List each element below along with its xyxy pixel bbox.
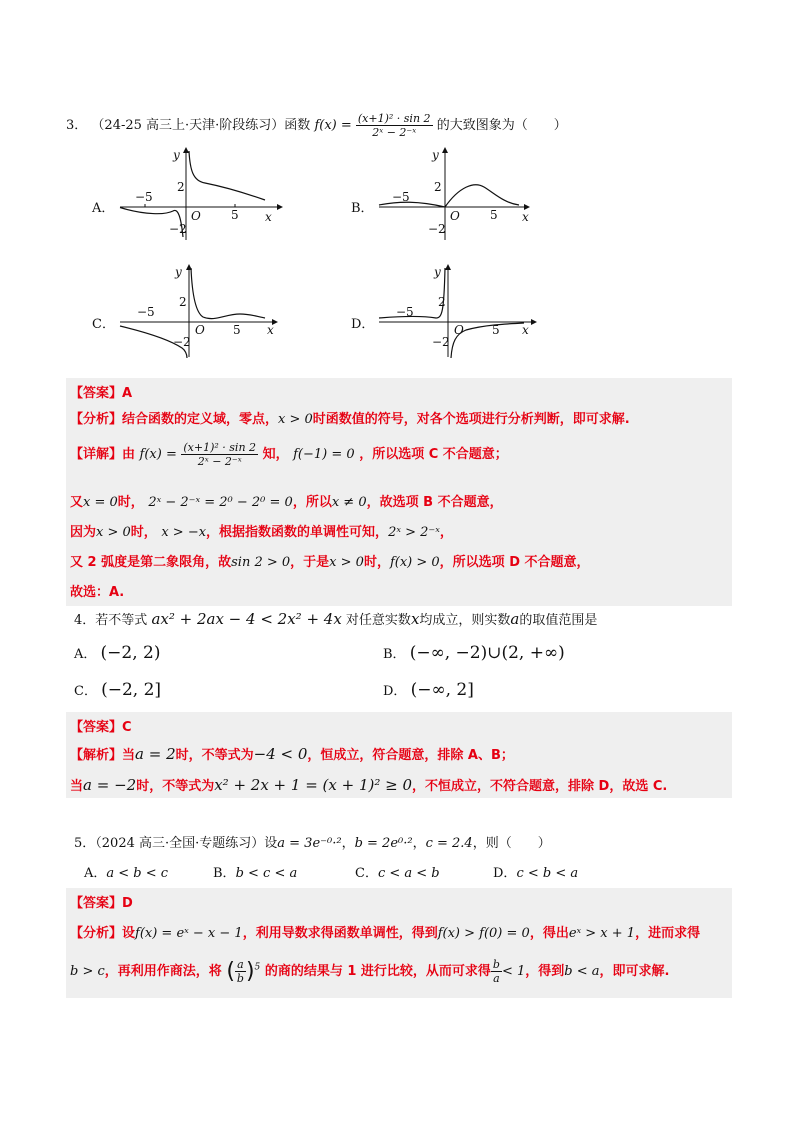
x-neg-tick-label: −5	[135, 190, 153, 204]
x-tick-label: 5	[231, 208, 239, 222]
origin-label: O	[454, 323, 464, 337]
q3-graph-c	[115, 262, 285, 362]
q5-answer: 【答案】D	[70, 896, 133, 911]
q5-analysis-line1: 【分析】设f(x) = eˣ − x − 1，利用导数求得函数单调性，得到f(x) > f(0) = 0，得出eˣ > x + 1，进而求得	[70, 926, 701, 941]
q4-option-b: B． (−∞, −2)∪(2, +∞)	[383, 643, 565, 663]
q3-tail: 的大致图象为（ ）	[436, 118, 567, 133]
q4-stem: 4．若不等式 ax² + 2ax − 4 < 2x² + 4x 对任意实数x均成立，则实数a的取值范围是	[74, 610, 598, 628]
x-neg-tick-label: −5	[137, 305, 155, 319]
y-tick-label: 2	[434, 180, 442, 194]
q3-number: 3．	[66, 118, 88, 133]
origin-label: O	[195, 323, 205, 337]
q4-answer: 【答案】C	[70, 720, 132, 735]
origin-label: O	[191, 209, 201, 223]
curve-right	[191, 268, 265, 319]
curve-right	[189, 151, 265, 200]
y-neg-tick-label: −2	[432, 335, 450, 349]
y-neg-tick-label: −2	[169, 222, 187, 236]
q3-func-frac: $\frac{\text{(x+1)² · sin 2}}{\text{2ˣ − 2⁻ˣ}}$	[357, 112, 431, 139]
y-axis-label: y	[175, 265, 182, 279]
q3-analysis: 【分析】结合函数的定义域，零点，x > 0时函数值的符号，对各个选项进行分析判断，即可求解.	[70, 412, 630, 427]
q5-analysis-line2: b > c，再利用作商法，将 ( $\frac{a}{b}$ )$^5$ 的商的结果与 1 进行比较，从而可求得 $\frac{b}{a}$ < 1，得到b < a，即可求解.	[70, 958, 670, 985]
q4-option-c: C． (−2, 2]	[74, 680, 162, 700]
curve-left	[379, 202, 445, 207]
q5-option-d: D．c < b < a	[493, 866, 579, 881]
y-axis-label: y	[173, 148, 180, 162]
x-tick-label: 5	[492, 323, 500, 337]
x-neg-tick-label: −5	[396, 305, 414, 319]
q3-option-b-label: B．	[351, 201, 374, 216]
q4-option-d: D． (−∞, 2]	[383, 680, 474, 700]
q3-option-d-label: D．	[351, 317, 375, 332]
x-axis-label: x	[267, 323, 274, 337]
x-axis-label: x	[265, 210, 272, 224]
x-tick-label: 5	[490, 208, 498, 222]
y-axis-label: y	[432, 148, 439, 162]
q5-option-a: A．a < b < c	[84, 866, 169, 881]
y-tick-label: 2	[179, 295, 187, 309]
q4-solution-line2: 当a = −2时，不等式为x² + 2x + 1 = (x + 1)² ≥ 0，不恒成立，不符合题意，排除 D，故选 C.	[70, 776, 668, 794]
y-neg-tick-label: −2	[428, 222, 446, 236]
x-axis-label: x	[522, 323, 529, 337]
q3-graph-a	[115, 145, 285, 245]
q3-option-c-label: C．	[92, 317, 115, 332]
q3-stem	[66, 112, 567, 139]
q3-graph-b	[374, 145, 544, 245]
q3-detail-line2: 又x = 0时， 2ˣ − 2⁻ˣ = 2⁰ − 2⁰ = 0，所以x ≠ 0，故选项 B 不合题意，	[70, 495, 503, 510]
q3-answer: 【答案】A	[70, 386, 133, 401]
x-axis-label: x	[522, 210, 529, 224]
y-axis-arrow	[183, 147, 189, 153]
q3-detail-line3: 因为x > 0时， x > −x，根据指数函数的单调性可知，2ˣ > 2⁻ˣ，	[70, 525, 453, 540]
q3-graph-d	[374, 262, 544, 362]
x-axis-arrow	[277, 204, 283, 210]
y-tick-label: 2	[177, 180, 185, 194]
y-axis-label: y	[434, 265, 441, 279]
origin-label: O	[450, 209, 460, 223]
y-neg-tick-label: −2	[173, 335, 191, 349]
q3-choose: 故选：A.	[70, 585, 125, 600]
y-tick-label: 2	[438, 295, 446, 309]
q4-option-a: A． (−2, 2)	[74, 643, 161, 663]
q3-func-lhs: f(x) =	[314, 118, 352, 133]
q4-solution-line1: 【解析】当a = 2时，不等式为−4 < 0，恒成立，符合题意，排除 A、B；	[70, 745, 514, 763]
x-tick-label: 5	[233, 323, 241, 337]
q5-option-c: C．c < a < b	[355, 866, 440, 881]
x-neg-tick-label: −5	[392, 190, 410, 204]
q3-detail-line4: 又 2 弧度是第二象限角，故sin 2 > 0，于是x > 0时，f(x) > 0，所以选项 D 不合题意，	[70, 555, 590, 570]
q3-source: （24-25 高三上·天津·阶段练习）函数	[91, 118, 311, 133]
q3-detail: 【详解】由 f(x) = $\frac{\text{(x+1)² · sin 2}}{\text{2ˣ − 2⁻ˣ}}$ 知， f(−1) = 0 ，所以选项 C 不合题意；	[70, 441, 508, 468]
q3-option-a-label: A．	[92, 201, 115, 216]
q5-option-b: B．b < c < a	[213, 866, 298, 881]
curve-right	[445, 185, 519, 207]
q5-stem: 5．（2024 高三·全国·专题练习）设a = 3e⁻⁰·²，b = 2e⁰·²，c = 2.4，则（ ）	[74, 836, 551, 851]
